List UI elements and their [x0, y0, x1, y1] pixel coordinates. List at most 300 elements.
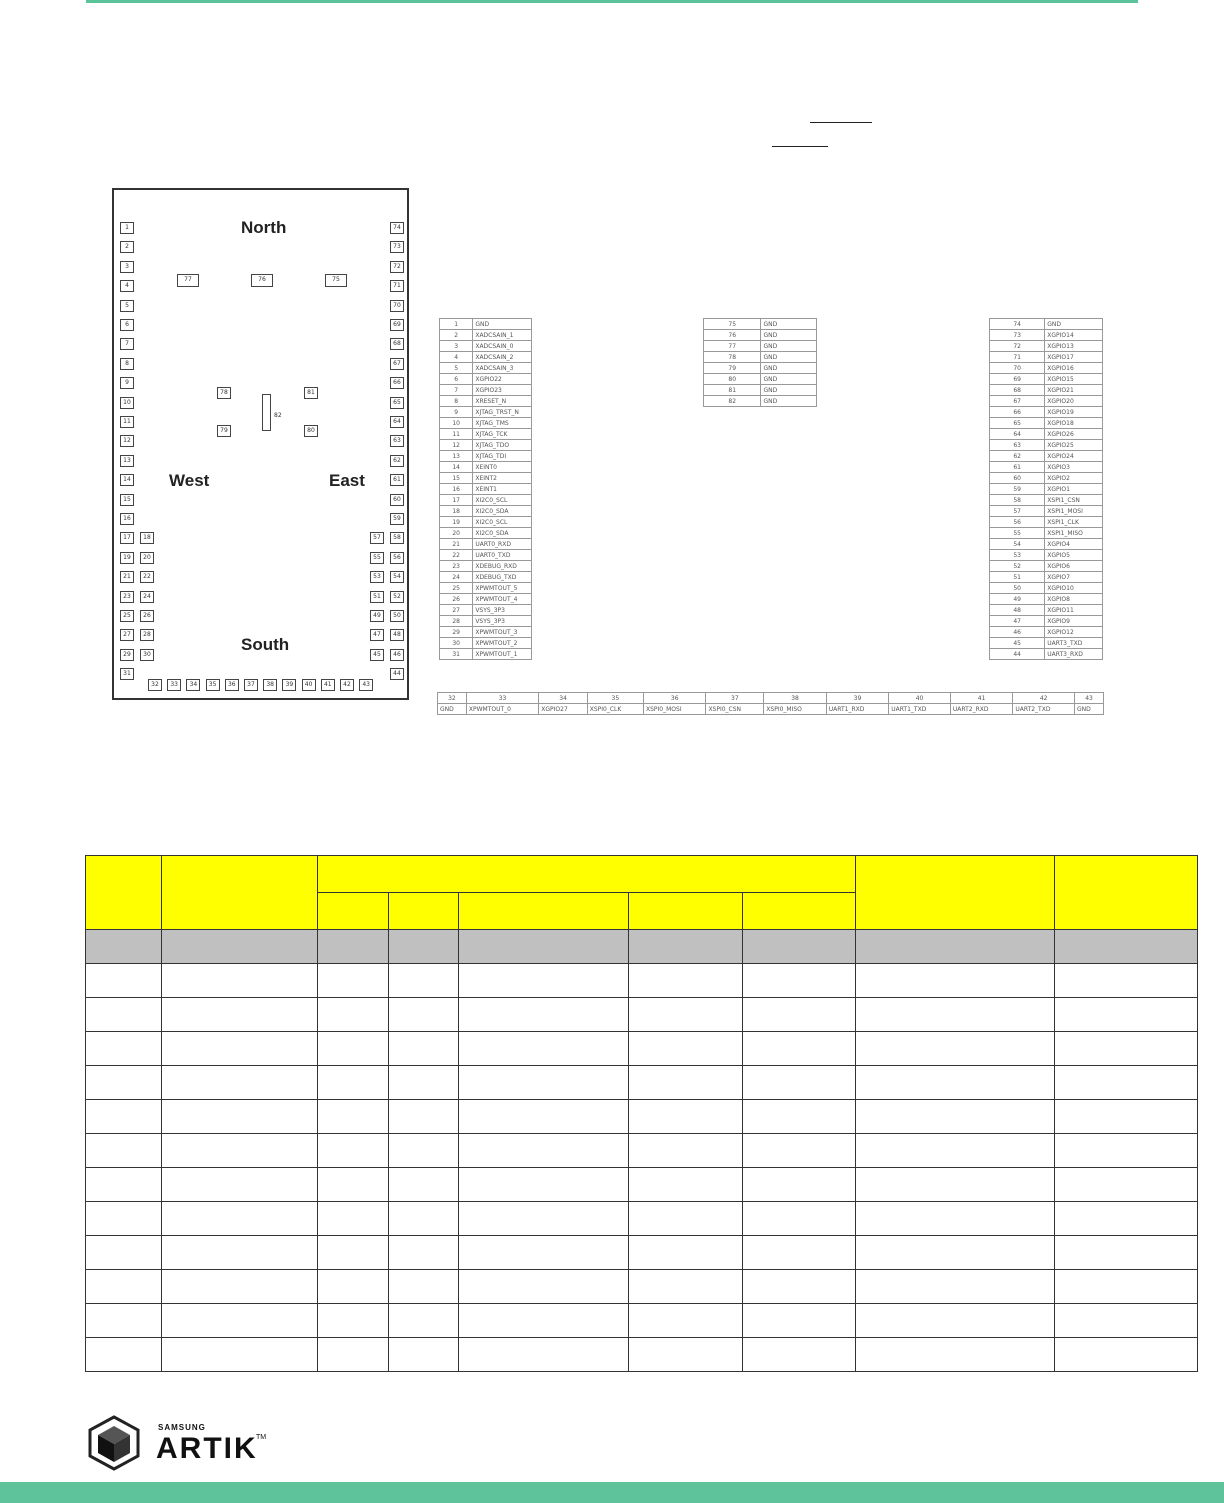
pin-10: 10 — [120, 397, 134, 409]
table-cell — [1055, 998, 1198, 1032]
table-cell — [743, 1338, 856, 1372]
table-cell — [318, 964, 389, 998]
east-pin-function: XGPIO7 — [1045, 572, 1103, 583]
center-pin-function: GND — [761, 363, 817, 374]
list-item — [440, 572, 532, 583]
subheader-cell-4 — [629, 893, 743, 930]
table-cell — [629, 1168, 743, 1202]
pin-42: 42 — [340, 679, 354, 691]
east-pin-number: 47 — [990, 616, 1045, 627]
north-label: North — [241, 218, 287, 237]
pin-17: 17 — [120, 532, 134, 544]
table-cell — [459, 1134, 629, 1168]
west-pin-number: 18 — [440, 506, 473, 517]
pin-78: 78 — [217, 387, 231, 399]
list-item — [990, 605, 1103, 616]
table-cell — [459, 964, 629, 998]
west-pin-number: 7 — [440, 385, 473, 396]
table-cell — [629, 964, 743, 998]
south-pin-numbers-row — [438, 693, 1104, 704]
east-pin-number: 67 — [990, 396, 1045, 407]
brand-artik: ARTIK — [156, 1432, 258, 1465]
table-cell — [162, 930, 318, 964]
top-rule — [86, 0, 1138, 3]
table-cell — [856, 998, 1055, 1032]
table-cell — [162, 1032, 318, 1066]
table-cell — [1055, 930, 1198, 964]
east-pin-function: XGPIO21 — [1045, 385, 1103, 396]
west-pin-number: 20 — [440, 528, 473, 539]
table-cell — [459, 1202, 629, 1236]
table-cell — [743, 1134, 856, 1168]
pin-55: 55 — [370, 552, 384, 564]
table-row — [86, 998, 1198, 1032]
list-item — [990, 352, 1103, 363]
table-row — [86, 1100, 1198, 1134]
east-pin-number: 62 — [990, 451, 1045, 462]
pin-33: 33 — [167, 679, 181, 691]
pin-3: 3 — [120, 261, 134, 273]
list-item — [990, 374, 1103, 385]
table-cell — [162, 1100, 318, 1134]
west-pin-function: XDEBUG_RXD — [473, 561, 532, 572]
table-cell — [318, 1066, 389, 1100]
list-item — [440, 352, 532, 363]
east-pin-function: XSPI1_CLK — [1045, 517, 1103, 528]
table-cell — [1055, 1270, 1198, 1304]
east-pin-number: 57 — [990, 506, 1045, 517]
list-item — [440, 418, 532, 429]
east-pin-function: XGPIO15 — [1045, 374, 1103, 385]
spec-gray-row — [86, 930, 1198, 964]
pin-9: 9 — [120, 377, 134, 389]
table-cell — [389, 1100, 459, 1134]
center-pin-number: 80 — [704, 374, 761, 385]
east-pin-function: XSPI1_MOSI — [1045, 506, 1103, 517]
table-row — [86, 1236, 1198, 1270]
pin-80: 80 — [304, 425, 318, 437]
table-cell — [1055, 1236, 1198, 1270]
table-cell — [743, 998, 856, 1032]
table-row — [86, 1304, 1198, 1338]
table-cell — [856, 1304, 1055, 1338]
table-cell — [1055, 1134, 1198, 1168]
west-pin-function: GND — [473, 319, 532, 330]
center-pin-number: 81 — [704, 385, 761, 396]
west-pin-number: 26 — [440, 594, 473, 605]
list-item — [990, 418, 1103, 429]
east-pin-function: XGPIO1 — [1045, 484, 1103, 495]
west-pin-function: XI2C0_SCL — [473, 517, 532, 528]
pin-63: 63 — [390, 435, 404, 447]
table-row — [86, 964, 1198, 998]
pin-71: 71 — [390, 280, 404, 292]
header-cell-9 — [1055, 856, 1198, 930]
list-item — [440, 594, 532, 605]
east-pin-number: 73 — [990, 330, 1045, 341]
west-pin-number: 31 — [440, 649, 473, 660]
east-pin-number: 52 — [990, 561, 1045, 572]
east-pin-function: UART3_RXD — [1045, 649, 1103, 660]
table-cell — [856, 1236, 1055, 1270]
list-item — [440, 605, 532, 616]
pin-65: 65 — [390, 397, 404, 409]
table-row — [86, 1032, 1198, 1066]
west-pin-function: XEINT2 — [473, 473, 532, 484]
list-item — [704, 352, 817, 363]
east-pin-list — [989, 318, 1103, 660]
south-pin-number: 38 — [764, 693, 826, 704]
pin-2: 2 — [120, 241, 134, 253]
pin-36: 36 — [225, 679, 239, 691]
west-pin-function: VSYS_3P3 — [473, 605, 532, 616]
table-cell — [629, 1134, 743, 1168]
pin-72: 72 — [390, 261, 404, 273]
east-pin-function: XGPIO8 — [1045, 594, 1103, 605]
list-item — [704, 374, 817, 385]
pin-23: 23 — [120, 591, 134, 603]
west-pin-function: XI2C0_SDA — [473, 506, 532, 517]
header-cell-8 — [856, 856, 1055, 930]
south-pin-number: 34 — [539, 693, 587, 704]
table-cell — [86, 1236, 162, 1270]
west-pin-function: XI2C0_SDA — [473, 528, 532, 539]
list-item — [704, 385, 817, 396]
table-cell — [743, 1066, 856, 1100]
table-cell — [743, 1032, 856, 1066]
south-pin-number: 37 — [706, 693, 764, 704]
pin-54: 54 — [390, 571, 404, 583]
south-pin-number: 33 — [466, 693, 538, 704]
west-pin-function: XEINT0 — [473, 462, 532, 473]
west-pin-number: 8 — [440, 396, 473, 407]
list-item — [440, 583, 532, 594]
east-label: East — [329, 471, 365, 490]
south-pin-number: 42 — [1013, 693, 1075, 704]
pin-70: 70 — [390, 300, 404, 312]
table-cell — [162, 1270, 318, 1304]
west-pin-number: 3 — [440, 341, 473, 352]
table-row — [86, 1168, 1198, 1202]
list-item — [990, 363, 1103, 374]
table-cell — [86, 1134, 162, 1168]
center-pin-function: GND — [761, 330, 817, 341]
west-pin-number: 23 — [440, 561, 473, 572]
pin-69: 69 — [390, 319, 404, 331]
list-item — [990, 429, 1103, 440]
pin-7: 7 — [120, 338, 134, 350]
south-pin-number: 39 — [826, 693, 888, 704]
east-pin-number: 54 — [990, 539, 1045, 550]
east-pin-number: 49 — [990, 594, 1045, 605]
pin-38: 38 — [263, 679, 277, 691]
pin-37: 37 — [244, 679, 258, 691]
list-item — [440, 407, 532, 418]
west-pin-function: XI2C0_SCL — [473, 495, 532, 506]
list-item — [990, 319, 1103, 330]
list-item — [990, 385, 1103, 396]
table-cell — [856, 1202, 1055, 1236]
table-cell — [459, 998, 629, 1032]
table-cell — [86, 998, 162, 1032]
list-item — [990, 517, 1103, 528]
table-cell — [743, 930, 856, 964]
pin-46: 46 — [390, 649, 404, 661]
table-cell — [389, 1236, 459, 1270]
pin-13: 13 — [120, 455, 134, 467]
east-pin-function: XGPIO19 — [1045, 407, 1103, 418]
header-cell-group — [318, 856, 856, 893]
south-pin-list — [437, 692, 1104, 715]
list-item — [990, 407, 1103, 418]
table-cell — [629, 1032, 743, 1066]
subheader-cell-3 — [459, 893, 629, 930]
table-cell — [389, 1134, 459, 1168]
list-item — [440, 561, 532, 572]
table-cell — [318, 1134, 389, 1168]
table-cell — [389, 1304, 459, 1338]
east-pin-number: 71 — [990, 352, 1045, 363]
east-pin-number: 50 — [990, 583, 1045, 594]
list-item — [990, 330, 1103, 341]
list-item — [990, 473, 1103, 484]
list-item — [990, 638, 1103, 649]
subheader-cell-2 — [389, 893, 459, 930]
west-pin-function: UART0_TXD — [473, 550, 532, 561]
table-cell — [629, 1338, 743, 1372]
east-pin-number: 63 — [990, 440, 1045, 451]
list-item — [440, 330, 532, 341]
east-pin-number: 65 — [990, 418, 1045, 429]
header-cell-2 — [162, 856, 318, 930]
east-pin-number: 55 — [990, 528, 1045, 539]
list-item — [440, 385, 532, 396]
table-cell — [86, 1066, 162, 1100]
west-pin-function: XPWMTOUT_3 — [473, 627, 532, 638]
table-cell — [389, 1032, 459, 1066]
south-pin-function: XPWMTOUT_0 — [466, 704, 538, 715]
pin-34: 34 — [186, 679, 200, 691]
west-pin-number: 25 — [440, 583, 473, 594]
table-cell — [1055, 1066, 1198, 1100]
list-item — [440, 429, 532, 440]
list-item — [440, 440, 532, 451]
table-cell — [86, 1032, 162, 1066]
pin-27: 27 — [120, 629, 134, 641]
table-cell — [1055, 964, 1198, 998]
table-cell — [459, 1168, 629, 1202]
east-pin-function: XGPIO16 — [1045, 363, 1103, 374]
east-pin-function: XGPIO25 — [1045, 440, 1103, 451]
pin-4: 4 — [120, 280, 134, 292]
table-cell — [743, 964, 856, 998]
list-item — [990, 583, 1103, 594]
pin-67: 67 — [390, 358, 404, 370]
list-item — [704, 319, 817, 330]
south-pin-number: 43 — [1075, 693, 1104, 704]
table-cell — [743, 1304, 856, 1338]
table-cell — [318, 1032, 389, 1066]
list-item — [440, 539, 532, 550]
table-cell — [1055, 1304, 1198, 1338]
table-cell — [459, 1304, 629, 1338]
table-row — [86, 1338, 1198, 1372]
table-cell — [318, 1236, 389, 1270]
east-pin-function: XGPIO10 — [1045, 583, 1103, 594]
pin-52: 52 — [390, 591, 404, 603]
table-cell — [1055, 1168, 1198, 1202]
pin-79: 79 — [217, 425, 231, 437]
pin-53: 53 — [370, 571, 384, 583]
table-cell — [86, 930, 162, 964]
table-row — [86, 1270, 1198, 1304]
list-item — [440, 473, 532, 484]
table-cell — [1055, 1032, 1198, 1066]
list-item — [704, 363, 817, 374]
pin-30: 30 — [140, 649, 154, 661]
pin-58: 58 — [390, 532, 404, 544]
east-pin-number: 53 — [990, 550, 1045, 561]
pin-24: 24 — [140, 591, 154, 603]
west-pin-number: 5 — [440, 363, 473, 374]
pin-21: 21 — [120, 571, 134, 583]
pin-64: 64 — [390, 416, 404, 428]
pin-35: 35 — [206, 679, 220, 691]
list-item — [990, 539, 1103, 550]
west-pin-number: 27 — [440, 605, 473, 616]
table-row — [86, 1066, 1198, 1100]
pin-74: 74 — [390, 222, 404, 234]
east-pin-number: 56 — [990, 517, 1045, 528]
list-item — [990, 649, 1103, 660]
west-pin-number: 9 — [440, 407, 473, 418]
list-item — [440, 649, 532, 660]
east-pin-function: GND — [1045, 319, 1103, 330]
west-pin-number: 24 — [440, 572, 473, 583]
east-pin-function: XGPIO14 — [1045, 330, 1103, 341]
west-pin-number: 14 — [440, 462, 473, 473]
west-pin-number: 6 — [440, 374, 473, 385]
table-cell — [318, 930, 389, 964]
east-pin-number: 60 — [990, 473, 1045, 484]
west-pin-function: XGPIO22 — [473, 374, 532, 385]
south-pin-function: XSPI0_MOSI — [644, 704, 706, 715]
center-pin-number: 82 — [704, 396, 761, 407]
south-pin-function: XSPI0_CSN — [706, 704, 764, 715]
table-cell — [389, 998, 459, 1032]
subheader-cell-5 — [743, 893, 856, 930]
table-cell — [629, 1100, 743, 1134]
east-pin-function: XGPIO20 — [1045, 396, 1103, 407]
east-pin-number: 51 — [990, 572, 1045, 583]
center-pin-number: 75 — [704, 319, 761, 330]
pin-48: 48 — [390, 629, 404, 641]
pin-22: 22 — [140, 571, 154, 583]
header-cell-1 — [86, 856, 162, 930]
west-pin-number: 1 — [440, 319, 473, 330]
east-pin-function: XGPIO26 — [1045, 429, 1103, 440]
list-item — [990, 572, 1103, 583]
west-pin-function: XADCSAIN_0 — [473, 341, 532, 352]
west-pin-function: VSYS_3P3 — [473, 616, 532, 627]
south-pin-names-row — [438, 704, 1104, 715]
list-item — [440, 462, 532, 473]
pin-41: 41 — [321, 679, 335, 691]
list-item — [990, 506, 1103, 517]
table-cell — [459, 1032, 629, 1066]
table-cell — [162, 1168, 318, 1202]
east-pin-function: XSPI1_MISO — [1045, 528, 1103, 539]
west-pin-function: XADCSAIN_1 — [473, 330, 532, 341]
list-item — [990, 341, 1103, 352]
west-pin-function: UART0_RXD — [473, 539, 532, 550]
table-cell — [1055, 1100, 1198, 1134]
list-item — [990, 495, 1103, 506]
table-cell — [162, 1304, 318, 1338]
list-item — [440, 528, 532, 539]
south-label: South — [241, 635, 290, 654]
table-cell — [162, 1134, 318, 1168]
table-cell — [389, 1168, 459, 1202]
center-pin-function: GND — [761, 385, 817, 396]
east-pin-function: XGPIO24 — [1045, 451, 1103, 462]
table-cell — [856, 930, 1055, 964]
west-pin-number: 21 — [440, 539, 473, 550]
west-pin-number: 11 — [440, 429, 473, 440]
west-pin-function: XPWMTOUT_2 — [473, 638, 532, 649]
west-pin-number: 17 — [440, 495, 473, 506]
table-cell — [629, 1236, 743, 1270]
list-item — [440, 506, 532, 517]
pin-29: 29 — [120, 649, 134, 661]
pin-76: 76 — [251, 274, 273, 287]
pin-8: 8 — [120, 358, 134, 370]
pin-45: 45 — [370, 649, 384, 661]
west-pin-number: 22 — [440, 550, 473, 561]
list-item — [440, 550, 532, 561]
table-cell — [318, 1270, 389, 1304]
module-pin-diagram — [112, 188, 409, 700]
list-item — [440, 484, 532, 495]
pin-62: 62 — [390, 455, 404, 467]
west-pin-number: 28 — [440, 616, 473, 627]
east-pin-function: XGPIO17 — [1045, 352, 1103, 363]
table-cell — [162, 1236, 318, 1270]
table-cell — [459, 1100, 629, 1134]
east-pin-function: XGPIO3 — [1045, 462, 1103, 473]
west-pin-function: XADCSAIN_3 — [473, 363, 532, 374]
pin-1: 1 — [120, 222, 134, 234]
list-item — [440, 319, 532, 330]
underline-mark-2 — [772, 146, 828, 147]
west-pin-number: 12 — [440, 440, 473, 451]
table-cell — [856, 1338, 1055, 1372]
list-item — [440, 627, 532, 638]
center-pin-function: GND — [761, 396, 817, 407]
pin-25: 25 — [120, 610, 134, 622]
table-row — [86, 1202, 1198, 1236]
west-pin-function: XJTAG_TDI — [473, 451, 532, 462]
center-pin-number: 79 — [704, 363, 761, 374]
list-item — [990, 484, 1103, 495]
table-row — [86, 1134, 1198, 1168]
table-cell — [86, 1100, 162, 1134]
pin-6: 6 — [120, 319, 134, 331]
south-pin-number: 32 — [438, 693, 467, 704]
center-pin-function: GND — [761, 374, 817, 385]
east-pin-number: 72 — [990, 341, 1045, 352]
subheader-cell-1 — [318, 893, 389, 930]
